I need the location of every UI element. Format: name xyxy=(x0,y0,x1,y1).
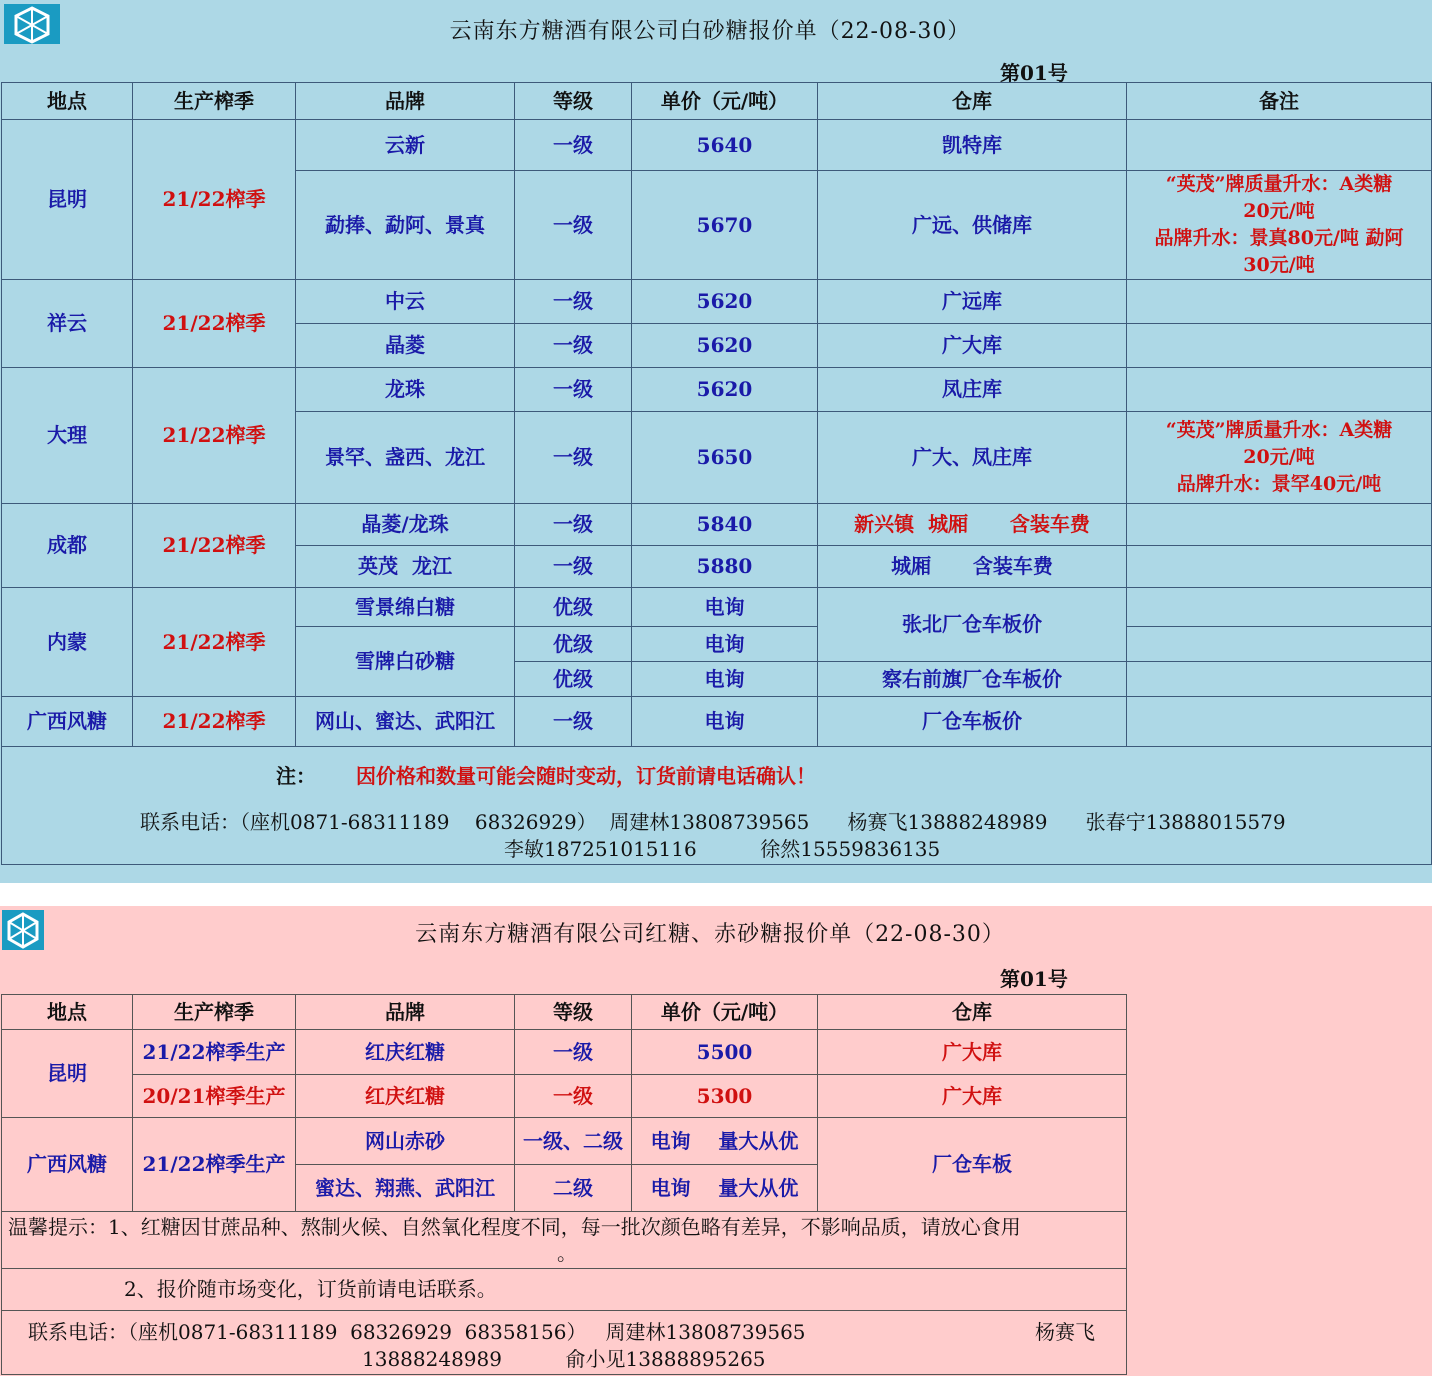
header-warehouse: 仓库 xyxy=(818,83,1127,120)
warehouse-cell: 广大、凤庄库 xyxy=(818,412,1127,504)
price-cell: 5620 xyxy=(632,324,818,368)
contact-line-1: 联系电话：（座机0871-68311189 68326929） 周建林13808739565 杨赛飞13888248989 张春宁13888015579 xyxy=(140,810,1286,834)
remark-line: 品牌升水：景真80元/吨 勐阿 xyxy=(1154,227,1404,249)
grade-cell: 一级 xyxy=(515,412,632,504)
footer-note-label: 注： xyxy=(276,764,316,788)
tip-line-1: 温馨提示：1、红糖因甘蔗品种、熬制火候、自然氧化程度不同，每一批次颜色略有差异，不影响品质，请放心食用 xyxy=(8,1215,1021,1239)
price-cell: 5840 xyxy=(632,504,818,546)
brand-cell: 雪景绵白糖 xyxy=(296,588,515,627)
remarks-cell xyxy=(1127,324,1432,368)
remark-line: 品牌升水：景罕40元/吨 xyxy=(1176,473,1382,495)
grade-cell: 一级 xyxy=(515,697,632,747)
contact-line-2: 13888248989 俞小见13888895265 xyxy=(362,1347,766,1371)
remarks-cell xyxy=(1127,546,1432,588)
table-row xyxy=(2,368,1432,412)
contact-line-1: 联系电话：（座机0871-68311189 68326929 68358156） 周建林13808739565 xyxy=(28,1320,806,1344)
price-cell: 电询 xyxy=(632,627,818,662)
brand-cell: 蜜达、翔燕、武阳江 xyxy=(296,1165,515,1212)
remarks-cell xyxy=(1127,697,1432,747)
remark-line: 30元/吨 xyxy=(1243,254,1315,276)
season-cell: 21/22榨季 xyxy=(133,697,296,747)
price-cell: 电询 xyxy=(632,697,818,747)
tip-row xyxy=(2,1269,1127,1311)
tip-line-1-end: 。 xyxy=(557,1241,577,1265)
header-price: 单价（元/吨） xyxy=(632,83,818,120)
grade-cell: 一级 xyxy=(515,504,632,546)
price-cell: 5670 xyxy=(632,171,818,280)
table-row xyxy=(2,120,1432,171)
brand-cell: 云新 xyxy=(296,120,515,171)
place-cell: 祥云 xyxy=(2,280,133,368)
grade-cell: 一级 xyxy=(515,324,632,368)
grade-cell: 二级 xyxy=(515,1165,632,1212)
table-row xyxy=(2,697,1432,747)
place-cell: 大理 xyxy=(2,368,133,504)
remarks-cell xyxy=(1127,171,1432,280)
header-warehouse: 仓库 xyxy=(818,995,1127,1030)
company-logo-icon xyxy=(4,4,60,44)
header-remarks: 备注 xyxy=(1127,83,1432,120)
grade-cell: 一级 xyxy=(515,368,632,412)
place-cell: 昆明 xyxy=(2,120,133,280)
warehouse-cell: 凯特库 xyxy=(818,120,1127,171)
header-grade: 等级 xyxy=(515,83,632,120)
brand-cell: 龙珠 xyxy=(296,368,515,412)
warehouse-cell: 城厢 含装车费 xyxy=(818,546,1127,588)
brand-cell: 雪牌白砂糖 xyxy=(296,627,515,697)
warehouse-cell: 凤庄库 xyxy=(818,368,1127,412)
header-price: 单价（元/吨） xyxy=(632,995,818,1030)
header-season: 生产榨季 xyxy=(133,995,296,1030)
price-cell: 5620 xyxy=(632,280,818,324)
remark-line: “英茂”牌质量升水：A类糖 xyxy=(1165,173,1393,195)
note-text: 因价格和数量可能会随时变动，订货前请电话确认！ xyxy=(356,764,816,788)
season-cell: 21/22榨季 xyxy=(133,504,296,588)
place-cell: 昆明 xyxy=(2,1030,133,1118)
table-row xyxy=(2,504,1432,546)
white-sugar-table xyxy=(1,82,1432,865)
warehouse-cell: 厂仓车板 xyxy=(818,1118,1127,1212)
header-place: 地点 xyxy=(2,83,133,120)
brand-cell: 红庆红糖 xyxy=(296,1030,515,1075)
brand-cell: 勐捧、勐阿、景真 xyxy=(296,171,515,280)
header-brand: 品牌 xyxy=(296,83,515,120)
price-cell: 5880 xyxy=(632,546,818,588)
warehouse-cell: 张北厂仓车板价 xyxy=(818,588,1127,662)
season-cell: 21/22榨季 xyxy=(133,120,296,280)
price-cell: 5620 xyxy=(632,368,818,412)
remarks-cell xyxy=(1127,412,1432,504)
tip-row xyxy=(2,1212,1127,1269)
header-place: 地点 xyxy=(2,995,133,1030)
table-header-row xyxy=(2,995,1127,1030)
season-cell: 21/22榨季 xyxy=(133,368,296,504)
table-row xyxy=(2,1118,1127,1165)
remarks-cell xyxy=(1127,504,1432,546)
price-cell: 5300 xyxy=(632,1075,818,1118)
remarks-cell xyxy=(1127,627,1432,662)
place-cell: 广西风糖 xyxy=(2,697,133,747)
remark-line: 20元/吨 xyxy=(1243,446,1315,468)
brand-cell: 网山赤砂 xyxy=(296,1118,515,1165)
grade-cell: 优级 xyxy=(515,588,632,627)
season-cell: 20/21榨季生产 xyxy=(133,1075,296,1118)
brand-cell: 景罕、盏西、龙江 xyxy=(296,412,515,504)
warehouse-cell: 察右前旗厂仓车板价 xyxy=(818,662,1127,697)
warehouse-cell: 厂仓车板价 xyxy=(818,697,1127,747)
brand-cell: 红庆红糖 xyxy=(296,1075,515,1118)
grade-cell: 一级 xyxy=(515,120,632,171)
brand-cell: 中云 xyxy=(296,280,515,324)
brand-cell: 晶菱 xyxy=(296,324,515,368)
table-header-row xyxy=(2,83,1432,120)
serial-number: 第01号 xyxy=(1000,61,1068,85)
grade-cell: 一级、二级 xyxy=(515,1118,632,1165)
remarks-cell xyxy=(1127,662,1432,697)
season-cell: 21/22榨季 xyxy=(133,280,296,368)
grade-cell: 优级 xyxy=(515,662,632,697)
contact-line-2: 李敏187251015116 徐然15559836135 xyxy=(504,837,941,861)
warehouse-cell: 广大库 xyxy=(818,324,1127,368)
header-season: 生产榨季 xyxy=(133,83,296,120)
table-row xyxy=(2,1075,1127,1118)
remarks-cell xyxy=(1127,368,1432,412)
brand-cell: 英茂 龙江 xyxy=(296,546,515,588)
footer-note-text xyxy=(356,760,816,789)
grade-cell: 一级 xyxy=(515,1075,632,1118)
season-cell: 21/22榨季 xyxy=(133,588,296,697)
table-row xyxy=(2,1030,1127,1075)
sheet-title: 云南东方糖酒有限公司红糖、赤砂糖报价单（22-08-30） xyxy=(415,922,1005,947)
table-row xyxy=(2,280,1432,324)
tip-line-2: 2、报价随市场变化，订货前请电话联系。 xyxy=(2,1269,1127,1311)
price-cell: 电询 量大从优 xyxy=(632,1118,818,1165)
company-logo-icon xyxy=(2,910,44,950)
remark-line: “英茂”牌质量升水：A类糖 xyxy=(1165,419,1393,441)
sheet-title: 云南东方糖酒有限公司白砂糖报价单（22-08-30） xyxy=(449,19,971,44)
table-row xyxy=(2,588,1432,627)
serial-number: 第01号 xyxy=(1000,967,1068,991)
grade-cell: 优级 xyxy=(515,627,632,662)
remarks-cell xyxy=(1127,120,1432,171)
header-grade: 等级 xyxy=(515,995,632,1030)
warehouse-cell: 广远库 xyxy=(818,280,1127,324)
remarks-cell xyxy=(1127,280,1432,324)
contact-name: 杨赛飞 xyxy=(1035,1320,1095,1344)
season-cell: 21/22榨季生产 xyxy=(133,1118,296,1212)
price-cell: 5500 xyxy=(632,1030,818,1075)
brand-cell: 网山、蜜达、武阳江 xyxy=(296,697,515,747)
warehouse-cell: 新兴镇 城厢 含装车费 xyxy=(818,504,1127,546)
grade-cell: 一级 xyxy=(515,280,632,324)
grade-cell: 一级 xyxy=(515,171,632,280)
place-cell: 广西风糖 xyxy=(2,1118,133,1212)
season-cell: 21/22榨季生产 xyxy=(133,1030,296,1075)
warehouse-cell: 广大库 xyxy=(818,1030,1127,1075)
remark-line: 20元/吨 xyxy=(1243,200,1315,222)
warehouse-cell: 广远、供储库 xyxy=(818,171,1127,280)
price-cell: 电询 xyxy=(632,662,818,697)
grade-cell: 一级 xyxy=(515,1030,632,1075)
price-cell: 电询 xyxy=(632,588,818,627)
warehouse-cell: 广大库 xyxy=(818,1075,1127,1118)
price-cell: 5650 xyxy=(632,412,818,504)
grade-cell: 一级 xyxy=(515,546,632,588)
place-cell: 内蒙 xyxy=(2,588,133,697)
place-cell: 成都 xyxy=(2,504,133,588)
header-brand: 品牌 xyxy=(296,995,515,1030)
brand-cell: 晶菱/龙珠 xyxy=(296,504,515,546)
tip-cell xyxy=(2,1212,1127,1269)
brown-sugar-price-sheet xyxy=(0,906,1432,1376)
price-cell: 电询 量大从优 xyxy=(632,1165,818,1212)
price-cell: 5640 xyxy=(632,120,818,171)
remarks-cell xyxy=(1127,588,1432,627)
